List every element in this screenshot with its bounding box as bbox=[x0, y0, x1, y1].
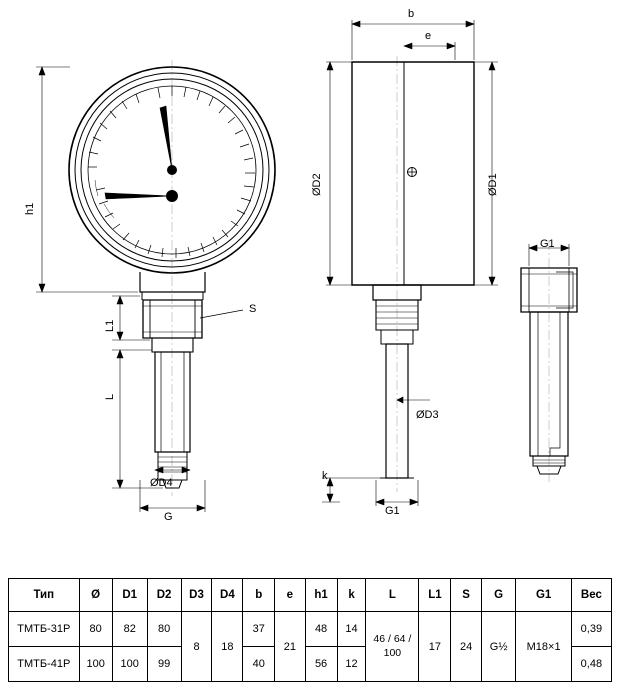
cell-D1-2: 100 bbox=[112, 647, 147, 682]
middle-view-side bbox=[322, 20, 498, 506]
th-D3: D3 bbox=[181, 579, 212, 612]
th-D2: D2 bbox=[147, 579, 181, 612]
th-L1: L1 bbox=[419, 579, 451, 612]
specification-table bbox=[8, 578, 612, 682]
cell-d-1: 80 bbox=[79, 612, 112, 647]
cell-k-2: 12 bbox=[337, 647, 366, 682]
cell-type-1: ТМТБ-31Р bbox=[9, 612, 80, 647]
right-view-fitting bbox=[521, 240, 577, 482]
cell-b-2: 40 bbox=[243, 647, 275, 682]
cell-S: 24 bbox=[451, 612, 481, 682]
cell-type-2: ТМТБ-41Р bbox=[9, 647, 80, 682]
cell-G1: M18×1 bbox=[516, 612, 571, 682]
left-view-gauge bbox=[36, 60, 275, 512]
th-h1: h1 bbox=[305, 579, 337, 612]
cell-d-2: 100 bbox=[79, 647, 112, 682]
th-G: G bbox=[481, 579, 516, 612]
label-D2: ØD2 bbox=[311, 173, 323, 196]
label-h1: h1 bbox=[24, 202, 36, 215]
th-L: L bbox=[366, 579, 419, 612]
th-D1: D1 bbox=[112, 579, 147, 612]
label-D3: ØD3 bbox=[416, 409, 439, 421]
cell-k-1: 14 bbox=[337, 612, 366, 647]
th-k: k bbox=[337, 579, 366, 612]
label-L: L bbox=[104, 393, 116, 400]
cell-D1-1: 82 bbox=[112, 612, 147, 647]
label-G: G bbox=[164, 511, 173, 523]
label-e: e bbox=[425, 30, 432, 42]
th-d: Ø bbox=[79, 579, 112, 612]
th-S: S bbox=[451, 579, 481, 612]
cell-D4: 18 bbox=[212, 612, 243, 682]
cell-D2-1: 80 bbox=[147, 612, 181, 647]
label-k: k bbox=[322, 470, 328, 482]
label-b: b bbox=[408, 8, 415, 20]
th-G1: G1 bbox=[516, 579, 571, 612]
cell-L1: 17 bbox=[419, 612, 451, 682]
label-G1-right: G1 bbox=[540, 238, 555, 250]
cell-h1-2: 56 bbox=[305, 647, 337, 682]
th-D4: D4 bbox=[212, 579, 243, 612]
table-row bbox=[9, 612, 612, 647]
cell-e: 21 bbox=[275, 612, 305, 682]
cell-weight-2: 0,48 bbox=[571, 647, 611, 682]
th-e: e bbox=[275, 579, 305, 612]
cell-D2-2: 99 bbox=[147, 647, 181, 682]
label-D1: ØD1 bbox=[487, 173, 499, 196]
cell-G: G½ bbox=[481, 612, 516, 682]
label-D4: ØD4 bbox=[150, 477, 173, 489]
label-L1: L1 bbox=[104, 319, 116, 332]
label-S: S bbox=[249, 303, 257, 315]
cell-L: 46 / 64 / 100 bbox=[366, 612, 419, 682]
table-header-row bbox=[9, 579, 612, 612]
cell-weight-1: 0,39 bbox=[571, 612, 611, 647]
label-G1-middle: G1 bbox=[385, 505, 400, 517]
cell-h1-1: 48 bbox=[305, 612, 337, 647]
th-b: b bbox=[243, 579, 275, 612]
cell-D3: 8 bbox=[181, 612, 212, 682]
cell-b-1: 37 bbox=[243, 612, 275, 647]
th-type: Тип bbox=[9, 579, 80, 612]
th-weight: Вес bbox=[571, 579, 611, 612]
